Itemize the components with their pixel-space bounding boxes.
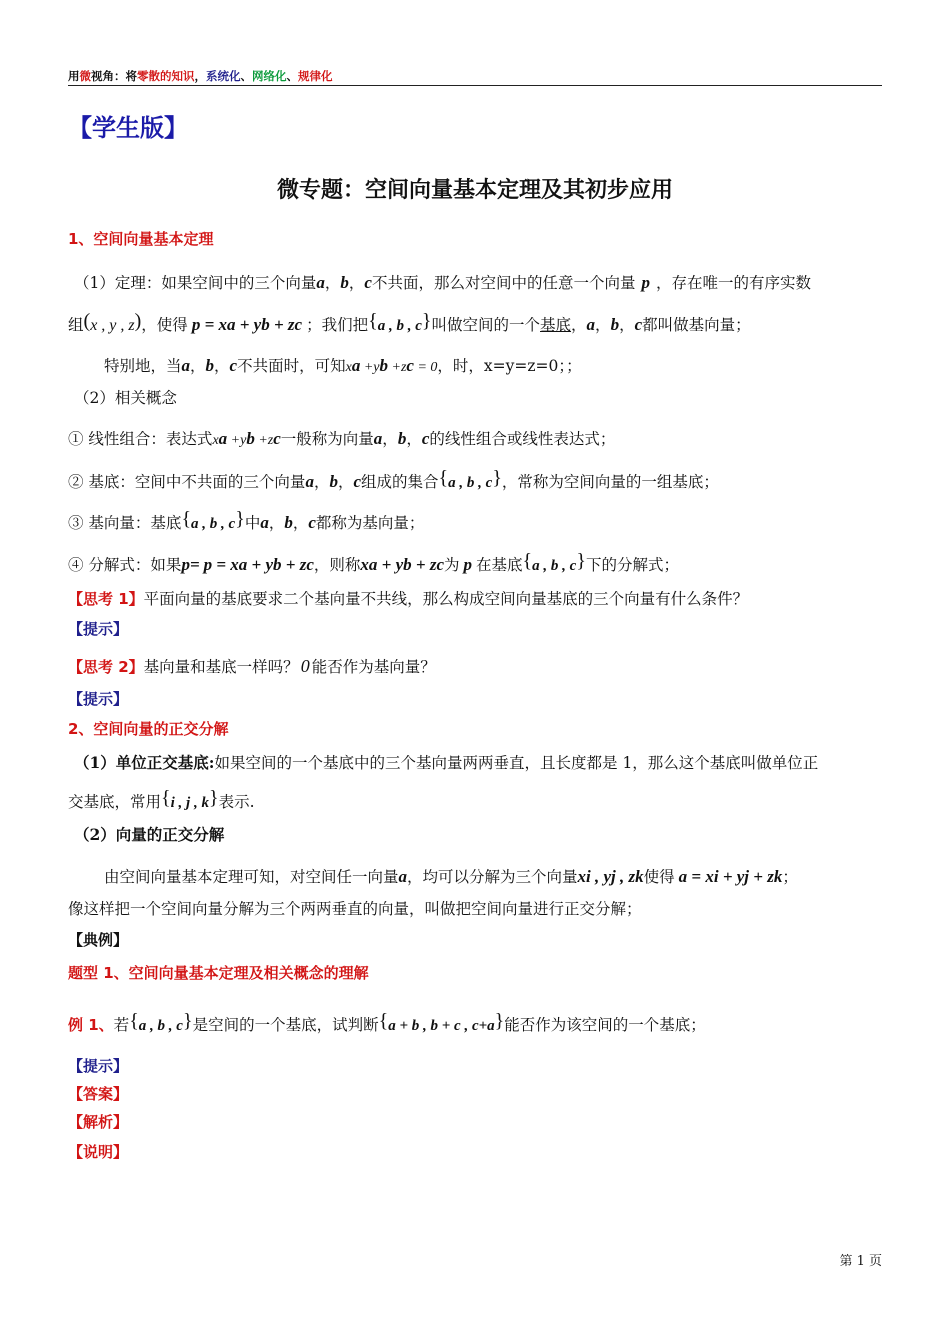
header-text: ， — [194, 69, 206, 83]
header-text: 、 — [286, 69, 298, 83]
ortho-line-2: 像这样把一个空间向量分解为三个两两垂直的向量，叫做把空间向量进行正交分解； — [68, 900, 642, 918]
vector-p: p — [641, 273, 650, 292]
text: 若 — [113, 1016, 130, 1034]
vector-a: a — [316, 273, 325, 292]
note-label: 【说明】 — [68, 1143, 129, 1161]
page-header — [68, 68, 333, 84]
text: 中 — [244, 514, 261, 532]
text: ； — [782, 868, 798, 886]
header-text: 网络化 — [252, 69, 287, 83]
vector-a: a — [260, 513, 269, 532]
text: ，时，x=y=z=0；； — [437, 357, 582, 375]
header-text: 系统化 — [206, 69, 241, 83]
vector-b: b — [379, 356, 388, 375]
text: ，使得 — [141, 316, 188, 334]
brace: { — [368, 310, 378, 332]
ortho-heading: （2）向量的正交分解 — [74, 825, 225, 844]
text: ， — [595, 316, 611, 334]
answer-label: 【答案】 — [68, 1085, 129, 1103]
text: ， — [268, 514, 285, 532]
text: ， — [619, 316, 635, 334]
vector-b: b — [329, 472, 338, 491]
text: 为 — [444, 556, 460, 574]
vector-a: a — [398, 867, 408, 886]
vector-c: c — [421, 429, 430, 448]
text: 基底 — [540, 316, 572, 334]
hint-label: 【提示】 — [68, 690, 129, 708]
vector-a: a — [373, 429, 383, 448]
unit-basis-line-2 — [68, 787, 255, 813]
text: 组 — [68, 316, 84, 334]
header-text: 零散的知识 — [137, 69, 195, 83]
text: 交基底，常用 — [68, 793, 162, 811]
unit-basis-line-1 — [74, 751, 818, 773]
brace: } — [576, 550, 586, 572]
vector-c: c — [273, 429, 281, 448]
vector-a: a — [218, 429, 228, 448]
think-tag: 【思考 2】 — [68, 658, 144, 676]
page-number: 第 1 页 — [839, 1254, 882, 1269]
header-text: 、 — [240, 69, 252, 83]
vector-b: b — [246, 429, 255, 448]
text: 特别地，当 — [104, 357, 182, 375]
decomposition-sum: xa + yb + zc — [360, 555, 445, 574]
vector-b: b — [610, 315, 620, 334]
text: 使得 — [643, 868, 675, 886]
concepts-heading: （2）相关概念 — [74, 389, 177, 407]
concept-item-2 — [68, 467, 719, 493]
text: ，则称 — [313, 556, 361, 574]
brace: } — [208, 787, 219, 809]
label: （1）单位正交基底: — [74, 753, 215, 772]
example-1 — [68, 1010, 706, 1036]
text: ， — [337, 473, 354, 491]
header-rule — [68, 85, 882, 86]
paren: ( — [83, 310, 91, 332]
text: 在基底 — [476, 556, 523, 574]
text: 由空间向量基本定理可知，对空间任一向量 — [104, 868, 399, 886]
text: ，常称为空间向量的一组基底； — [501, 473, 719, 491]
vector-a: a — [586, 315, 596, 334]
concept-item-3 — [68, 508, 425, 534]
text: ，存在唯一的有序实数 — [655, 274, 811, 292]
math-text: x — [345, 360, 352, 375]
text: 的线性组合或线性表达式； — [429, 430, 616, 448]
section-heading: 2、空间向量的正交分解 — [68, 720, 229, 738]
brace: } — [494, 1010, 505, 1032]
orthogonal-formula: a = xi + yj + zk — [678, 867, 783, 886]
text: ① 线性组合：表达式 — [68, 430, 213, 448]
header-text: 规律化 — [298, 69, 333, 83]
text: ③ 基向量：基底 — [68, 514, 182, 532]
text: ， — [348, 274, 365, 292]
basis-set: a , b , c — [377, 318, 422, 334]
unit-basis-set: i , j , k — [170, 795, 209, 811]
text: 下的分解式； — [585, 556, 679, 574]
text: 能否作为基向量？ — [311, 658, 436, 676]
text: ， — [292, 514, 309, 532]
vector-c: c — [308, 513, 316, 532]
text: ， — [313, 473, 330, 491]
text: 基向量和基底一样吗？ — [143, 658, 299, 676]
theorem-line-2 — [68, 310, 751, 336]
brace: } — [421, 310, 432, 332]
text: ， — [190, 357, 206, 375]
candidate-basis-set: a + b , b + c , c+a — [388, 1018, 495, 1034]
text: 不共面，那么对空间中的任意一个向量 — [371, 274, 636, 292]
component-vectors: xi , yj , zk — [577, 867, 644, 886]
vector-c: c — [364, 273, 372, 292]
text: ， — [406, 430, 422, 448]
theorem-line-1 — [74, 271, 811, 293]
math-text: +z — [388, 360, 407, 375]
vector-c: c — [406, 356, 414, 375]
header-text: 用 — [68, 69, 80, 83]
brace: { — [522, 550, 533, 572]
text: 能否作为该空间的一个基底； — [504, 1016, 706, 1034]
section-heading: 1、空间向量基本定理 — [68, 230, 214, 248]
text: （1）定理：如果空间中的三个向量 — [74, 274, 317, 292]
text: 一般称为向量 — [280, 430, 374, 448]
example-label: 【典例】 — [68, 931, 129, 949]
hint-label: 【提示】 — [68, 620, 129, 638]
math-text: = 0 — [413, 360, 438, 375]
brace: { — [181, 508, 192, 530]
vector-b: b — [205, 356, 215, 375]
text: 叫做空间的一个 — [431, 316, 541, 334]
ortho-line-1 — [104, 865, 798, 887]
text: ；我们把 — [306, 316, 369, 334]
math-text: +z — [254, 433, 274, 448]
concept-item-4 — [68, 550, 679, 576]
version-label: 【学生版】 — [68, 114, 188, 142]
text: ④ 分解式：如果 — [68, 556, 182, 574]
brace: } — [235, 508, 245, 530]
think-1 — [68, 587, 748, 609]
vector-c: c — [634, 315, 643, 334]
vector-b: b — [340, 273, 349, 292]
vector-p: p — [463, 555, 473, 574]
text: ，均可以分解为三个向量 — [407, 868, 578, 886]
think-2 — [68, 655, 436, 677]
text: 是空间的一个基底，试判断 — [192, 1016, 379, 1034]
text: ， — [571, 316, 587, 334]
vector-c: c — [353, 472, 362, 491]
header-text: 视角：将 — [91, 69, 137, 83]
hint-label: 【提示】 — [68, 1057, 129, 1075]
text: 平面向量的基底要求二个基向量不共线，那么构成空间向量基底的三个向量有什么条件？ — [143, 590, 749, 608]
decomposition-formula: p = xa + yb + zc — [203, 555, 314, 574]
vector-c: c — [229, 356, 238, 375]
example-number: 例 1、 — [68, 1016, 114, 1034]
brace: { — [378, 1010, 389, 1032]
page-title: 微专题：空间向量基本定理及其初步应用 — [276, 178, 673, 203]
text: 组成的集合 — [361, 473, 439, 491]
special-case-line — [104, 354, 582, 376]
brace: } — [492, 467, 502, 489]
text: 都称为基向量； — [315, 514, 425, 532]
brace: { — [161, 787, 171, 809]
text: 都叫做基向量； — [642, 316, 751, 334]
vector-a: a — [305, 472, 314, 491]
ordered-triple: x , y , z — [90, 317, 135, 334]
analysis-label: 【解析】 — [68, 1113, 129, 1131]
math-text: x — [212, 433, 219, 448]
text: 如果空间的一个基底中的三个基向量两两垂直，且长度都是 1，那么这个基底叫做单位正 — [214, 754, 819, 772]
basis-set: a , b , c — [138, 1018, 183, 1034]
header-text: 微 — [79, 69, 91, 83]
think-tag: 【思考 1】 — [68, 590, 144, 608]
basis-set: a , b , c — [448, 475, 493, 491]
math-text: +y — [360, 360, 380, 375]
text: 不共面时，可知 — [237, 357, 346, 375]
math-text: +y — [227, 433, 247, 448]
problem-type-heading: 题型 1、空间向量基本定理及相关概念的理解 — [68, 964, 369, 982]
basis-set: a , b , c — [191, 516, 236, 532]
paren: ) — [134, 310, 142, 332]
vector-a: a — [181, 356, 191, 375]
brace: { — [129, 1010, 139, 1032]
text: ， — [382, 430, 398, 448]
basis-set: a , b , c — [532, 558, 577, 574]
vector-b: b — [284, 513, 293, 532]
brace: } — [182, 1010, 193, 1032]
concept-item-1 — [68, 427, 615, 449]
math-text: p= — [181, 555, 200, 574]
text: 表示. — [218, 793, 255, 811]
vector-a: a — [351, 356, 361, 375]
text: ② 基底：空间中不共面的三个向量 — [68, 473, 306, 491]
text: ， — [324, 274, 341, 292]
decomposition-formula: p = xa + yb + zc — [191, 315, 303, 334]
vector-b: b — [397, 429, 407, 448]
text: ， — [214, 357, 230, 375]
brace: { — [438, 467, 449, 489]
zero-vector: 0 — [300, 656, 310, 676]
